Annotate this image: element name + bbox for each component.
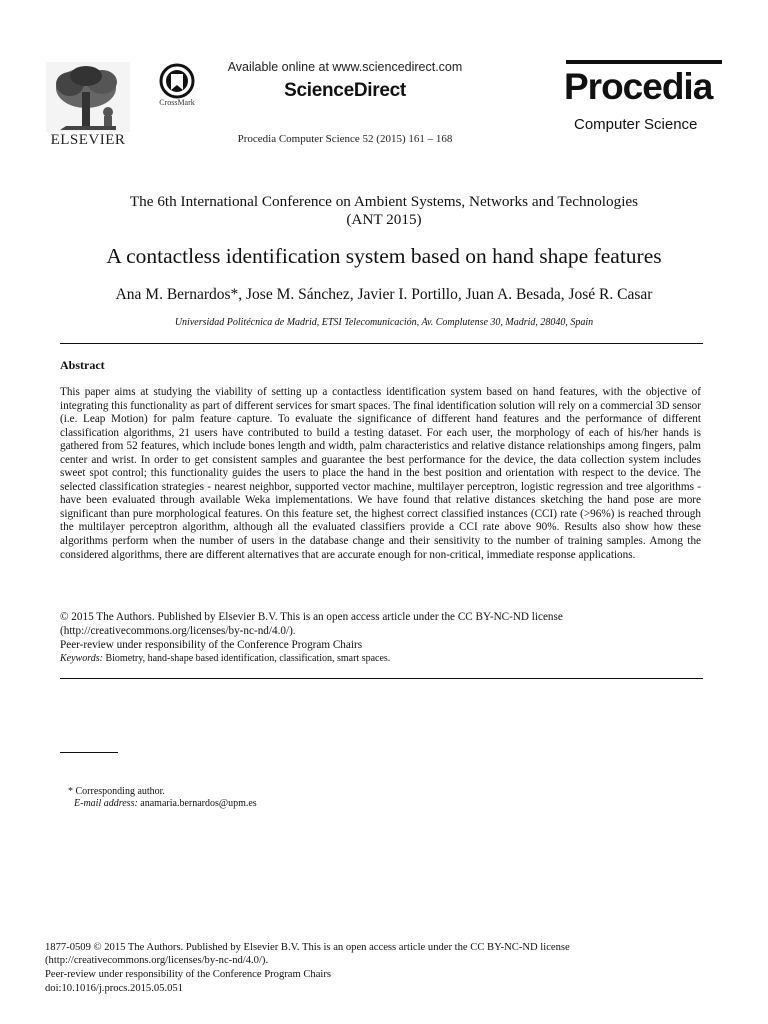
footer-copyright: 1877-0509 © 2015 The Authors. Published by Elsevier B.V. This is an open access article under the CC BY-NC-ND license: [45, 942, 570, 953]
procedia-top-rule: [566, 60, 722, 64]
footer-license-link[interactable]: (http://creativecommons.org/licenses/by-nc-nd/4.0/).: [45, 955, 269, 966]
conference-name: [60, 193, 708, 229]
footer-peer-review: Peer-review under responsibility of the Conference Program Chairs: [45, 969, 332, 980]
available-online-link[interactable]: Available online at www.sciencedirect.com: [227, 60, 463, 74]
keywords: [60, 653, 701, 664]
keywords-label: Keywords:: [60, 653, 103, 664]
email-label: E-mail address:: [74, 798, 138, 809]
abstract-top-rule: [60, 343, 703, 344]
elsevier-label: ELSEVIER: [50, 132, 126, 148]
affiliation: Universidad Politécnica de Madrid, ETSI Telecomunicación, Av. Complutense 30, Madrid, 28040, Spain: [174, 317, 594, 328]
crossmark-label: CrossMark: [159, 98, 195, 107]
paper-title: A contactless identification system based on hand shape features: [106, 244, 662, 268]
corresponding-author-note: * Corresponding author.: [68, 786, 165, 797]
conference-line-2: (ANT 2015): [346, 211, 422, 228]
email-line: [74, 798, 257, 809]
license-link[interactable]: (http://creativecommons.org/licenses/by-nc-nd/4.0/).: [60, 625, 296, 637]
footnote-rule: [60, 752, 118, 753]
abstract-body: This paper aims at studying the viability of setting up a contactless identification system based on hand features, with the objective of integrating this functionality as part of different services for smart spaces. The final identification solution will rely on a commercial 3D sensor (i.e. Leap Motion) for palm feature capture. To evaluate the significance of different hand features and the performance of different classification algorithms, 21 users have contributed to build a testing dataset. For each user, the morphology of each of his/her hands is gathered from 52 features, which include bones length and width, palm characteristics and relative distance relationships among fingers, palm center and wrist. In order to get consistent samples and guarantee the best performance for the device, the data collection system includes sweet spot control; this functionality guides the users to place the hand in the best position and orientation with respect to the device. The selected classification strategies - nearest neighbor, supported vector machine, multilayer perceptron, logistic regression and tree algorithms - have been evaluated through available Weka implementations. We have found that relative distances sketching the hand pose are more significant than pure morphological features. On this feature set, the highest correct classified instances (CCI) rate (>96%) is reached through the multilayer perceptron algorithm, although all the evaluated classifiers provide a CCI rate above 90%. Results also show how these algorithms perform when the number of users in the database change and their sensitivity to the number of training samples. Among the considered algorithms, there are different alternatives that are accurate enough for non-critical, immediate response applications.: [60, 386, 701, 561]
abstract-bottom-rule: [60, 678, 703, 679]
keywords-text: Biometry, hand-shape based identification, classification, smart spaces.: [102, 653, 391, 664]
procedia-logo: Procedia: [564, 66, 713, 107]
email-address-link[interactable]: anamaria.bernardos@upm.es: [137, 798, 257, 809]
abstract-heading: Abstract: [60, 358, 105, 372]
copyright-line: © 2015 The Authors. Published by Elsevier B.V. This is an open access article under the CC BY-NC-ND license: [60, 611, 563, 623]
author-list: Ana M. Bernardos*, Jose M. Sánchez, Javier I. Portillo, Juan A. Besada, José R. Casar: [115, 286, 653, 303]
procedia-subtitle: Computer Science: [574, 116, 698, 133]
sciencedirect-logo[interactable]: ScienceDirect: [284, 80, 406, 101]
footer-doi[interactable]: doi:10.1016/j.procs.2015.05.051: [45, 983, 184, 994]
peer-review-note: Peer-review under responsibility of the Conference Program Chairs: [60, 639, 363, 651]
journal-citation: Procedia Computer Science 52 (2015) 161 – 168: [237, 133, 453, 145]
conference-line-1: The 6th International Conference on Ambient Systems, Networks and Technologies: [129, 193, 639, 210]
